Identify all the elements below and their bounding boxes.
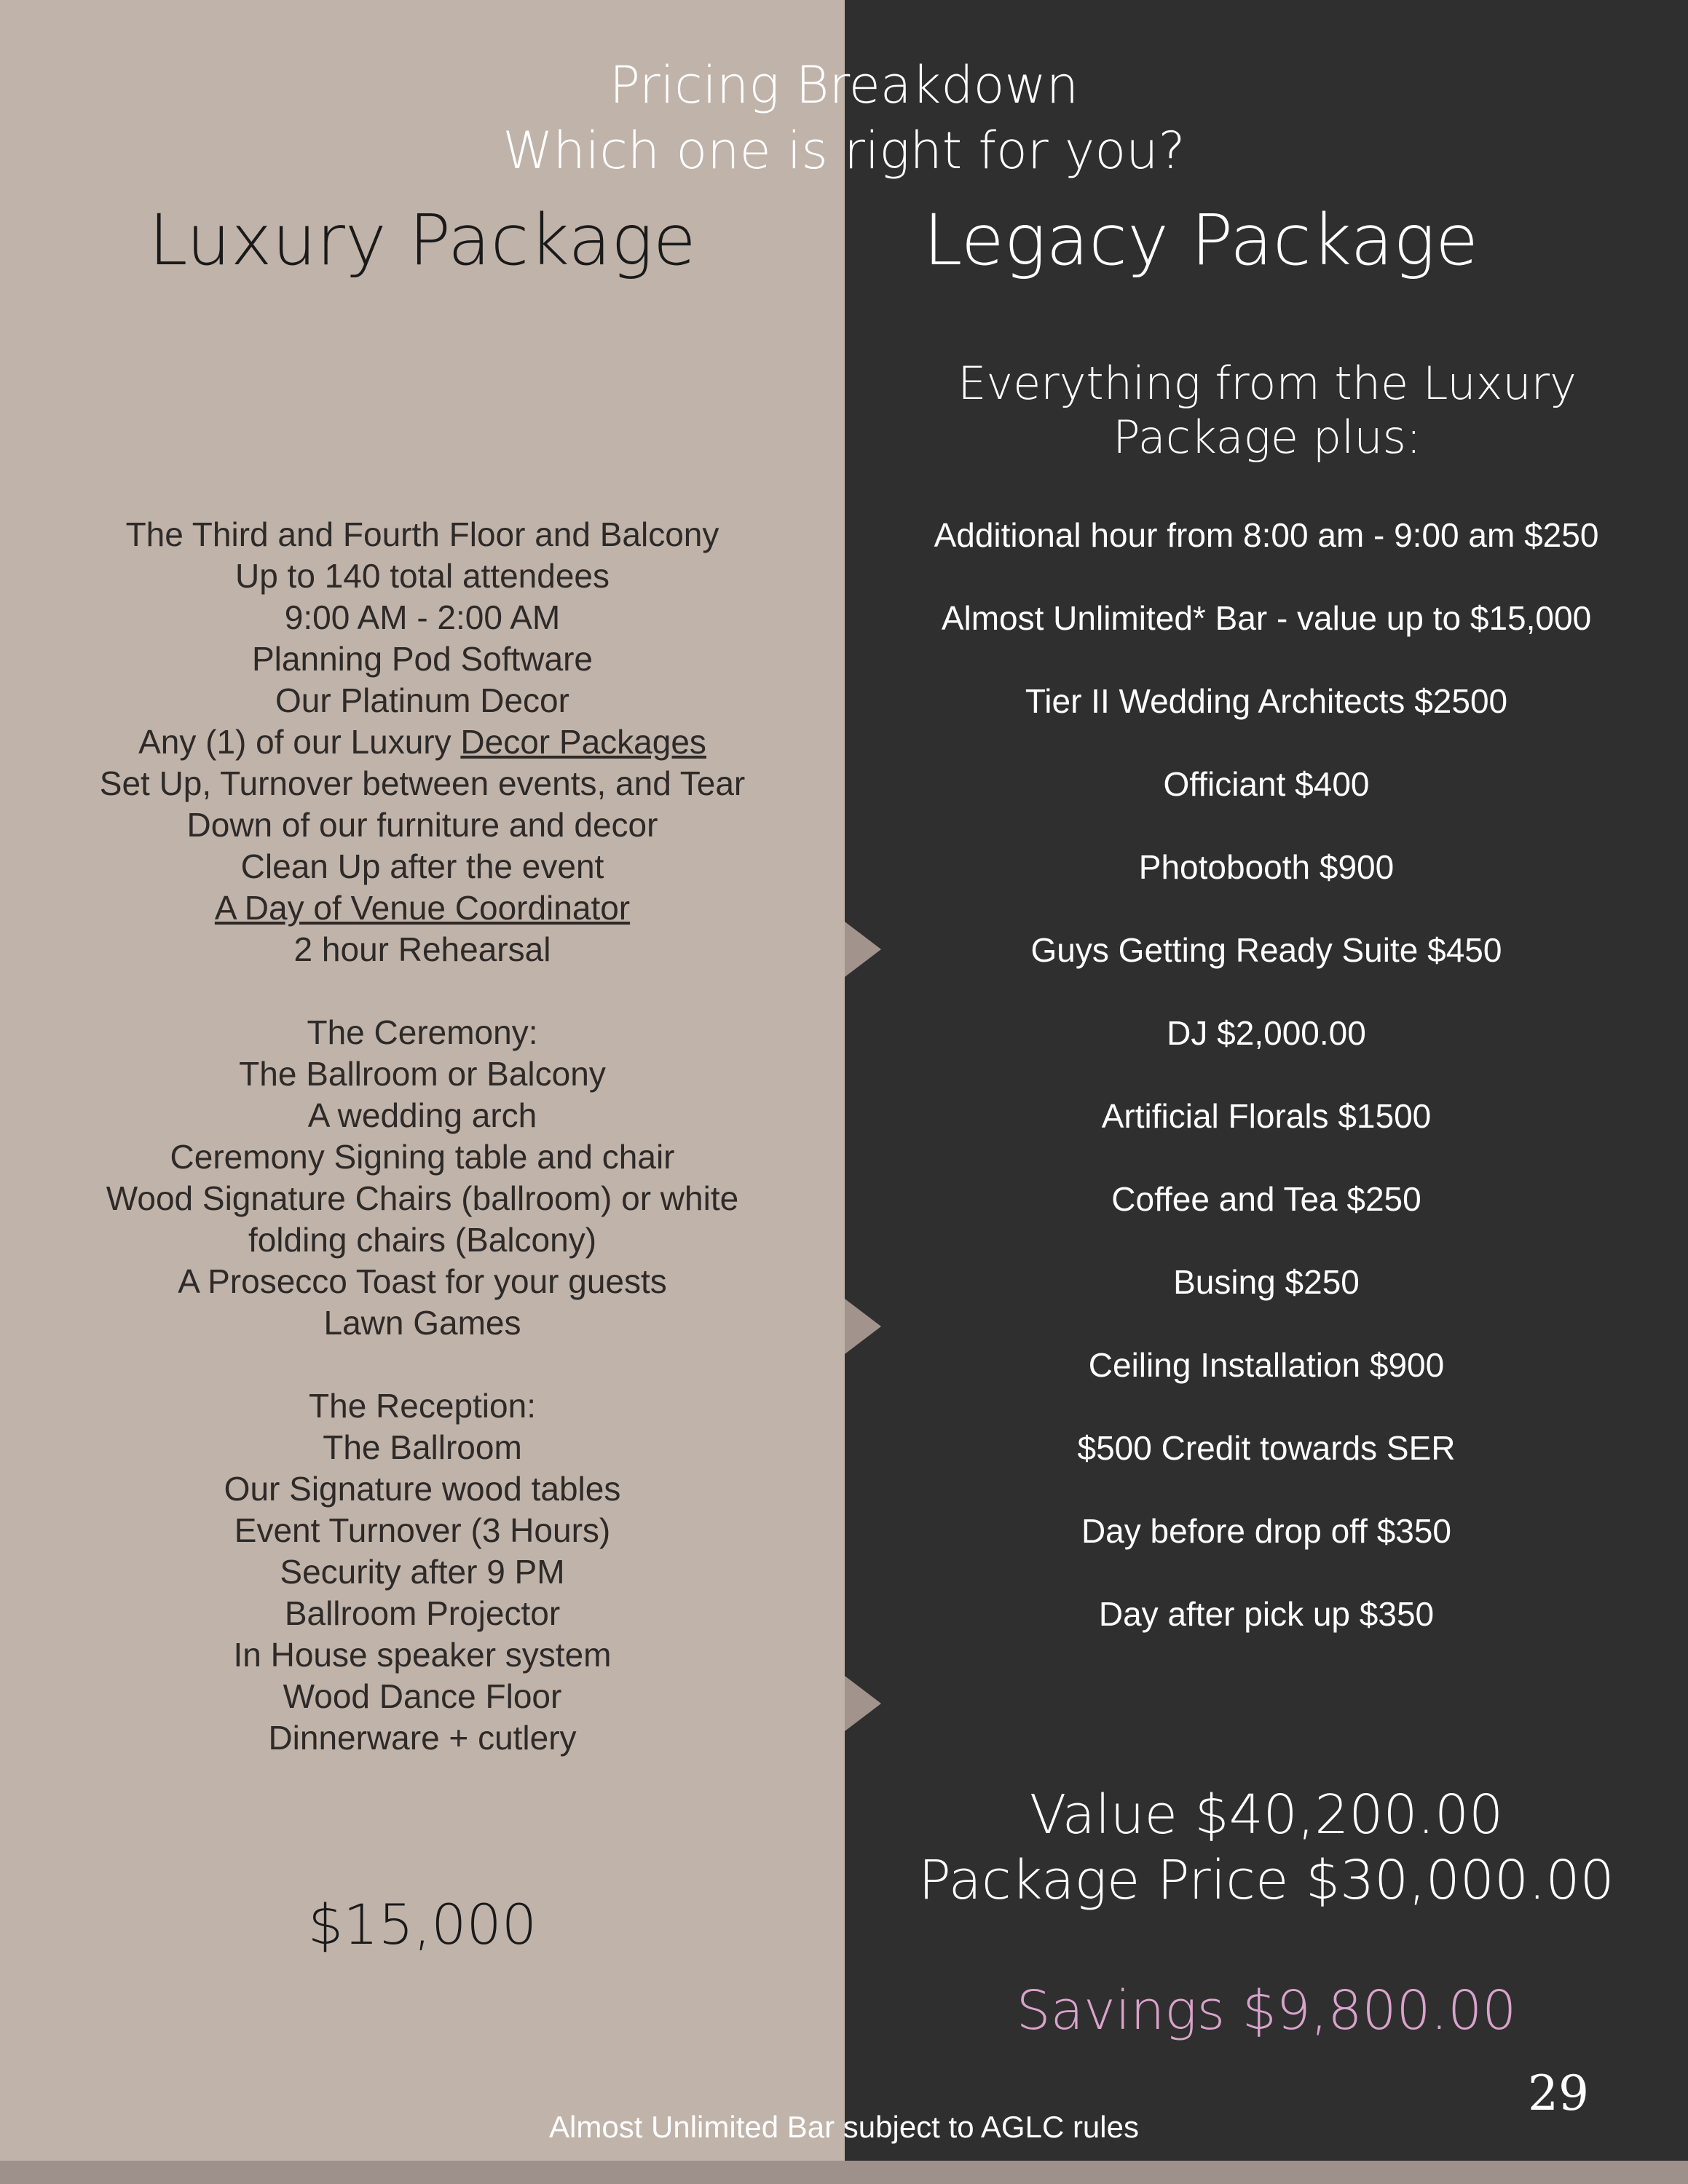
list-item: Ceremony Signing table and chair [170,1138,675,1176]
list-item: Day before drop off $350 [1081,1512,1452,1550]
list-item: Set Up, Turnover between events, and Tear [99,764,746,802]
list-item: Our Signature wood tables [224,1470,621,1508]
legacy-pricing [845,1782,1688,1913]
legacy-value: Value $40,200.00 [1029,1784,1504,1846]
list-item: Wood Dance Floor [283,1677,562,1715]
legacy-subtitle-line2: Package plus: [1113,411,1421,464]
venue-coordinator-link[interactable]: A Day of Venue Coordinator [214,889,631,927]
list-item: DJ $2,000.00 [1167,1014,1366,1052]
legacy-subtitle [903,357,1631,464]
list-item: Security after 9 PM [280,1553,565,1591]
page-number: 29 [1528,2065,1589,2121]
list-item: Busing $250 [1173,1263,1360,1301]
list-item: Artificial Florals $1500 [1101,1097,1432,1135]
list-item: Planning Pod Software [252,640,593,678]
list-item: Our Platinum Decor [275,681,569,719]
legacy-features-list [845,510,1688,1671]
list-item: A wedding arch [307,1096,537,1134]
luxury-price: $15,000 [307,1892,537,1957]
spacer [0,1344,845,1385]
luxury-package-title: Luxury Package [149,199,696,281]
legacy-savings: Savings $9,800.00 [1016,1979,1517,2042]
list-item-text: Any (1) of our Luxury [138,723,451,761]
list-item: Ballroom Projector [284,1594,561,1632]
list-item: The Ballroom [323,1428,522,1466]
legacy-package-title: Legacy Package [923,199,1478,281]
list-item: Officiant $400 [1163,765,1370,803]
ceremony-heading: The Ceremony: [307,1013,538,1051]
list-item: Lawn Games [323,1304,521,1342]
reception-heading: The Reception: [309,1387,536,1425]
legacy-subtitle-line1: Everything from the Luxury [958,357,1577,410]
spacer [0,970,845,1012]
list-item: Guys Getting Ready Suite $450 [1030,931,1502,969]
list-item: Day after pick up $350 [1098,1595,1435,1633]
list-item: Almost Unlimited* Bar - value up to $15,000 [941,599,1592,637]
footnote: Almost Unlimited Bar subject to AGLC rules [549,2110,1139,2144]
list-item: 2 hour Rehearsal [293,930,551,968]
luxury-features-list [0,514,845,1759]
header-title: Pricing Breakdown [609,55,1079,115]
list-item: The Third and Fourth Floor and Balcony [125,515,719,553]
list-item: The Ballroom or Balcony [239,1055,606,1093]
list-item: Down of our furniture and decor [186,806,658,844]
list-item [0,721,845,763]
list-item: Dinnerware + cutlery [268,1719,577,1757]
list-item: Additional hour from 8:00 am - 9:00 am $250 [934,516,1599,554]
list-item: $500 Credit towards SER [1077,1429,1456,1467]
list-item: Tier II Wedding Architects $2500 [1025,682,1508,720]
list-item: Wood Signature Chairs (ballroom) or white [106,1179,739,1217]
list-item: folding chairs (Balcony) [248,1221,597,1259]
divider-arrow-icon [845,1676,881,1731]
header-subtitle: Which one is right for you? [502,121,1186,181]
list-item: A Prosecco Toast for your guests [178,1262,667,1300]
list-item: Ceiling Installation $900 [1088,1346,1445,1384]
page-header [0,52,1688,183]
list-item: In House speaker system [233,1636,612,1674]
list-item: Up to 140 total attendees [234,557,610,595]
legacy-package-price: Package Price $30,000.00 [918,1849,1614,1912]
bottom-strip [0,2161,1688,2184]
list-item: Clean Up after the event [240,847,604,885]
decor-packages-link[interactable]: Decor Packages [460,723,706,761]
list-item: Coffee and Tea $250 [1111,1180,1421,1218]
list-item: Event Turnover (3 Hours) [234,1511,611,1549]
list-item: Photobooth $900 [1138,848,1395,886]
list-item: 9:00 AM - 2:00 AM [284,598,561,636]
